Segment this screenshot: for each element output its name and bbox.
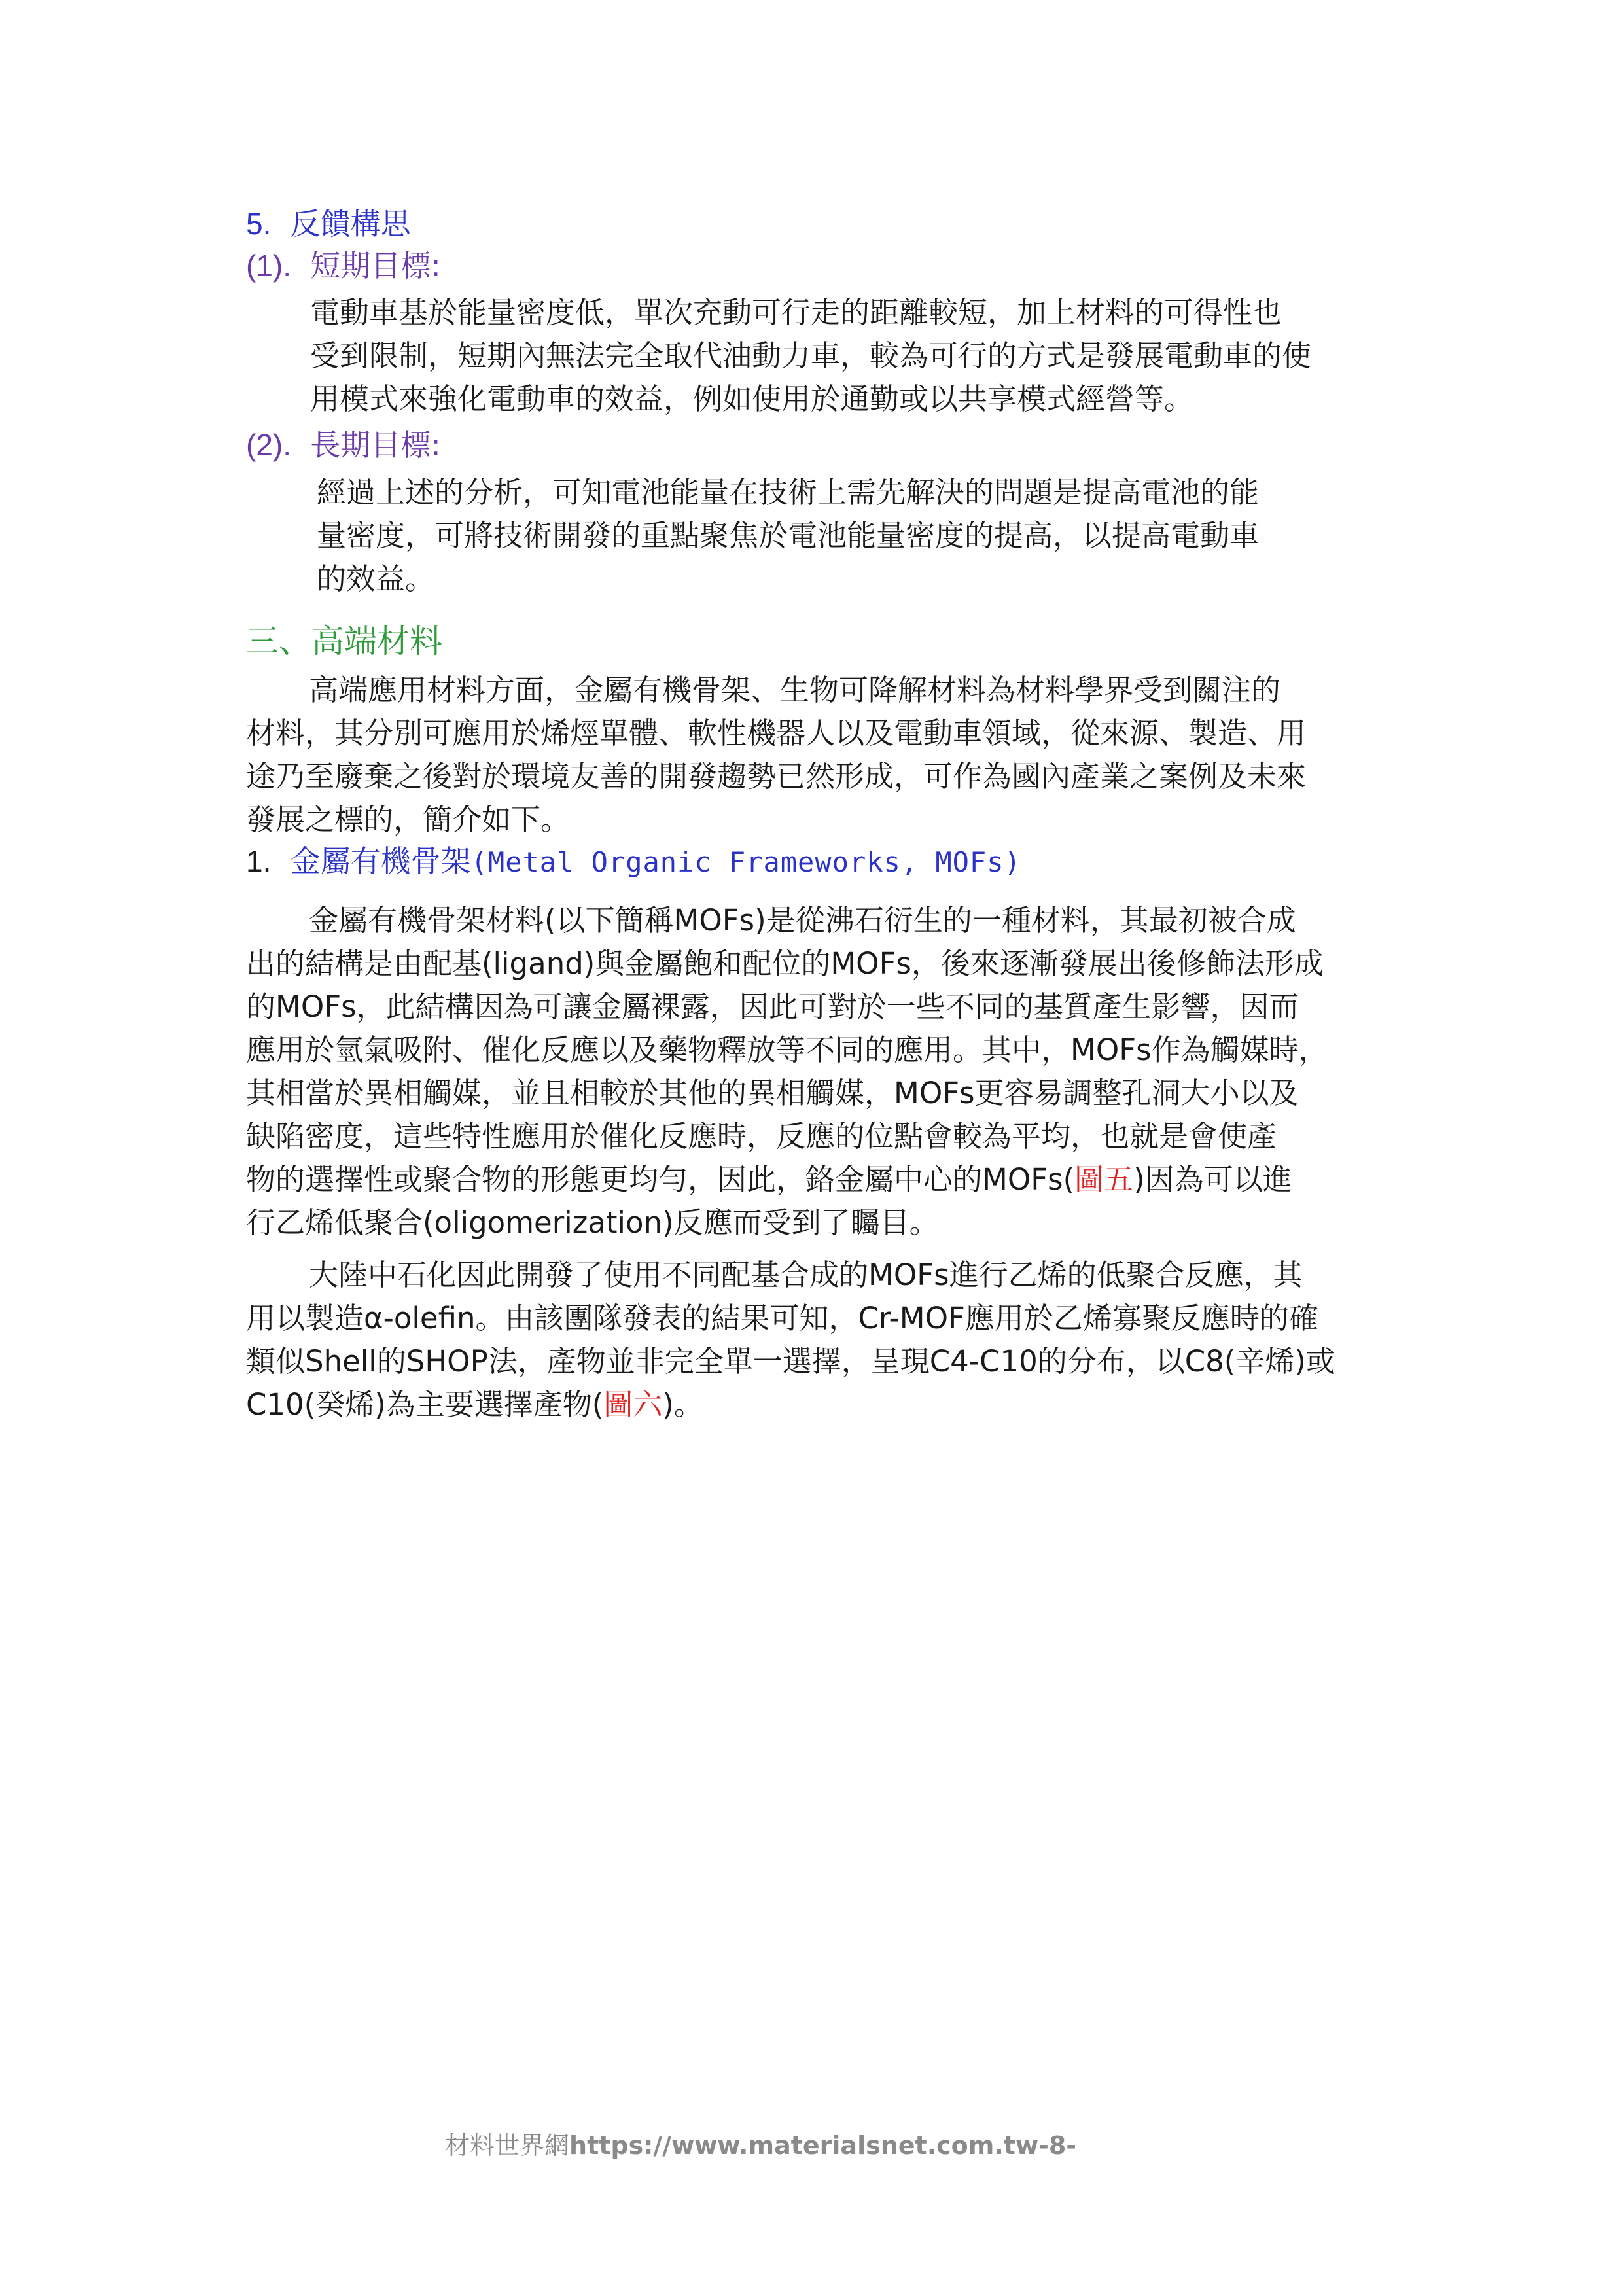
paragraph-line: 的效益。 <box>317 561 435 596</box>
paragraph-line: 電動車基於能量密度低，單次充動可行走的距離較短，加上材料的可得性也 <box>310 295 1282 330</box>
mof-paragraph-1 <box>246 899 1371 1245</box>
mof-heading <box>246 841 1021 882</box>
paragraph-line: 高端應用材料方面，金屬有機骨架、生物可降解材料為材料學界受到關注的 <box>309 673 1281 707</box>
paragraph-line: 用以製造α-olefin。由該團隊發表的結果可知，Cr-MOF應用於乙烯寡聚反應時的確 <box>246 1301 1318 1335</box>
paragraph-line: 的MOFs，此結構因為可讓金屬裸露，因此可對於一些不同的基質產生影響，因而 <box>246 989 1299 1024</box>
line-text: C10(癸烯)為主要選擇產物( <box>246 1387 604 1422</box>
paragraph-line: 缺陷密度，這些特性應用於催化反應時，反應的位點會較為平均，也就是會使產 <box>246 1119 1277 1154</box>
paragraph-line: 材料，其分別可應用於烯烴單體、軟性機器人以及電動車領域，從來源、製造、用 <box>246 716 1307 751</box>
paragraph-line: 類似Shell的SHOP法，產物並非完全單一選擇，呈現C4-C10的分布，以C8(辛烯)或 <box>246 1344 1335 1379</box>
section-3-heading: 三、高端材料 <box>246 622 442 660</box>
paragraph-line: 途乃至廢棄之後對於環境友善的開發趨勢已然形成，可作為國內產業之案例及未來 <box>246 759 1307 794</box>
paragraph-line: 應用於氫氣吸附、催化反應以及藥物釋放等不同的應用。其中，MOFs作為觸媒時， <box>246 1033 1328 1067</box>
paragraph-line <box>246 1158 1371 1201</box>
line-text: 物的選擇性或聚合物的形態更均勻，因此，鉻金屬中心的MOFs( <box>246 1162 1075 1197</box>
mof-number: 1. <box>246 844 272 878</box>
paragraph-line: 經過上述的分析，可知電池能量在技術上需先解決的問題是提高電池的能 <box>317 475 1260 510</box>
line-text: )因為可以進 <box>1133 1162 1292 1197</box>
short-term-title: 短期目標: <box>310 248 441 283</box>
line-text: )。 <box>662 1387 703 1422</box>
footer-site-name: 材料世界網 <box>445 2131 570 2160</box>
long-term-paragraph <box>317 471 1370 601</box>
paragraph-line: 大陸中石化因此開發了使用不同配基合成的MOFs進行乙烯的低聚合反應，其 <box>309 1258 1303 1292</box>
long-term-heading <box>246 425 441 465</box>
paragraph-line: 出的結構是由配基(ligand)與金屬飽和配位的MOFs，後來逐漸發展出後修飾法形成 <box>246 946 1324 981</box>
figure-6-reference[interactable]: 圖六 <box>603 1387 663 1422</box>
paragraph-line: 行乙烯低聚合(oligomerization)反應而受到了矚目。 <box>246 1205 939 1240</box>
paragraph-line: 量密度，可將技術開發的重點聚焦於電池能量密度的提高，以提高電動車 <box>317 518 1260 553</box>
page-number: -8- <box>1038 2131 1077 2160</box>
paragraph-line: 金屬有機骨架材料(以下簡稱MOFs)是從沸石衍生的一種材料，其最初被合成 <box>309 903 1296 938</box>
paragraph-line: 其相當於異相觸媒，並且相較於其他的異相觸媒，MOFs更容易調整孔洞大小以及 <box>246 1076 1299 1110</box>
mof-title-en: (Metal Organic Frameworks, MOFs) <box>470 846 1021 878</box>
mof-paragraph-2 <box>246 1254 1371 1426</box>
paragraph-line: 受到限制，短期內無法完全取代油動力車，較為可行的方式是發展電動車的使 <box>310 338 1312 373</box>
short-term-heading <box>246 246 441 285</box>
long-term-number: (2). <box>246 428 291 462</box>
paragraph-line <box>246 1383 1371 1426</box>
footer-url[interactable]: https://www.materialsnet.com.tw <box>569 2131 1039 2160</box>
paragraph-line: 用模式來強化電動車的效益，例如使用於通勤或以共享模式經營等。 <box>310 381 1194 416</box>
page-footer <box>445 2125 1076 2161</box>
section-5-number: 5. <box>246 207 272 241</box>
short-term-paragraph <box>310 291 1370 421</box>
figure-5-reference[interactable]: 圖五 <box>1074 1162 1134 1197</box>
section-3-intro <box>246 669 1371 841</box>
section-5-title: 反饋構思 <box>290 206 411 241</box>
short-term-number: (1). <box>246 249 291 283</box>
mof-title-cjk: 金屬有機骨架 <box>290 843 471 879</box>
section-5-heading <box>246 204 411 243</box>
long-term-title: 長期目標: <box>310 427 441 463</box>
paragraph-line: 發展之標的，簡介如下。 <box>246 802 571 837</box>
